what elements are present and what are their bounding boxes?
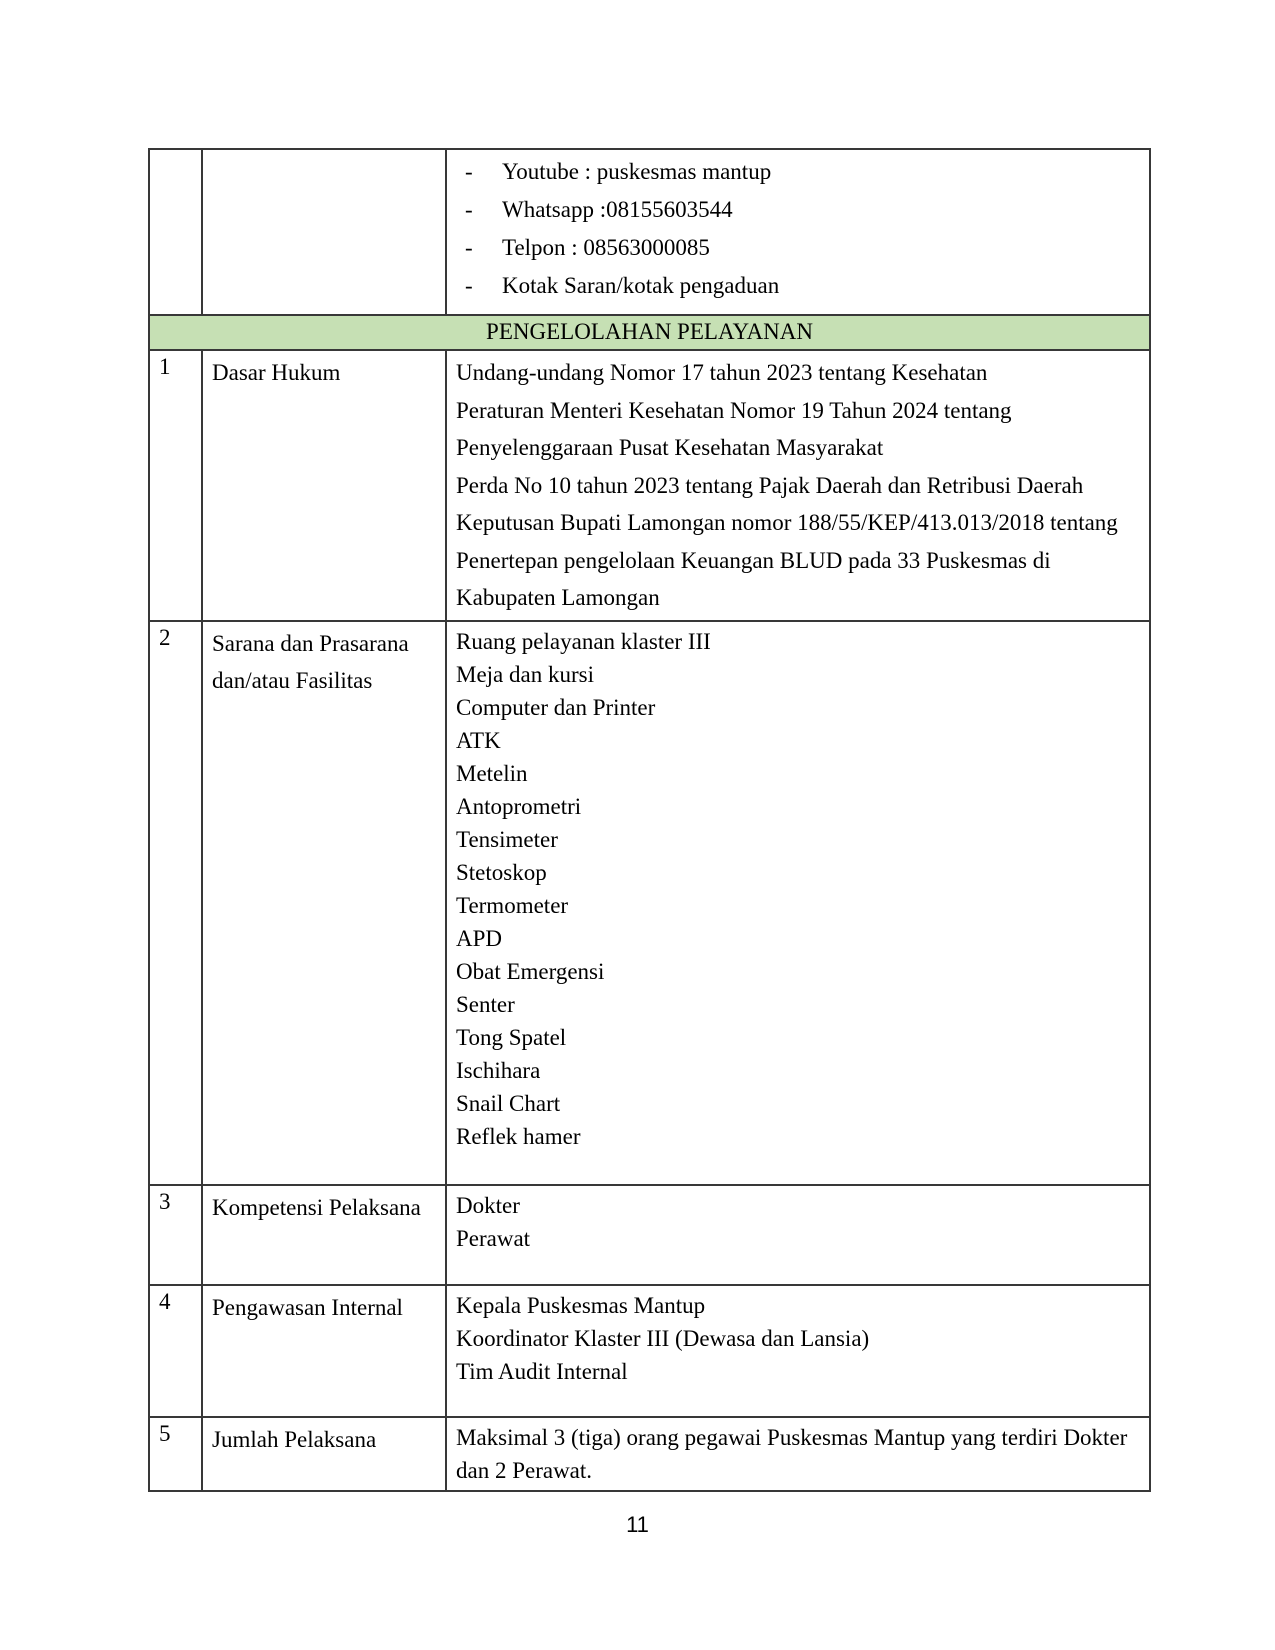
row-number-cell	[149, 1417, 202, 1491]
table-row	[149, 621, 1150, 1185]
row-content-paragraphs	[456, 354, 1141, 617]
row-label-cell	[202, 621, 446, 1185]
row-number-cell	[149, 350, 202, 621]
row-content-cell	[446, 621, 1150, 1185]
content-paragraph: Perawat	[456, 1225, 531, 1251]
row-content-paragraphs	[456, 1189, 1141, 1281]
content-paragraph: Reflek hamer	[456, 1123, 581, 1149]
section-header-row	[149, 315, 1150, 350]
row-label: Dasar Hukum	[212, 360, 341, 385]
row-content-cell	[446, 149, 1150, 315]
row-label-cell	[202, 149, 446, 315]
content-paragraph: Keputusan Bupati Lamongan nomor 188/55/KEP/413.013/2018 tentang Penertepan pengelolaan Keuangan BLUD pada 33 Puskesmas di Kabupaten Lamongan	[456, 510, 1118, 610]
content-paragraph: Undang-undang Nomor 17 tahun 2023 tentang Kesehatan	[456, 360, 988, 385]
content-paragraph: Termometer	[456, 892, 569, 918]
row-number: 2	[159, 624, 171, 650]
content-paragraph: Peraturan Menteri Kesehatan Nomor 19 Tahun 2024 tentang Penyelenggaraan Pusat Kesehatan Masyarakat	[456, 397, 1012, 460]
row-label: Kompetensi Pelaksana	[212, 1194, 421, 1220]
row-number: 3	[159, 1188, 171, 1214]
contact-channel-item: - Telpon : 08563000085	[456, 229, 1141, 267]
content-paragraph: Koordinator Klaster III (Dewasa dan Lansia)	[456, 1325, 870, 1351]
content-paragraph: Kepala Puskesmas Mantup	[456, 1292, 706, 1318]
row-content-paragraphs	[456, 1289, 1141, 1413]
row-label-cell	[202, 1185, 446, 1285]
page-number: 11	[626, 1512, 649, 1537]
table-row	[149, 1285, 1150, 1417]
content-paragraph: Antoprometri	[456, 793, 582, 819]
section-header-title: PENGELOLAHAN PELAYANAN	[486, 319, 813, 344]
contact-channel-list	[456, 153, 1141, 311]
content-paragraph: Meja dan kursi	[456, 661, 594, 687]
row-number: 1	[159, 354, 171, 379]
contact-channel-item: - Whatsapp :08155603544	[456, 191, 1141, 229]
row-label: Jumlah Pelaksana	[212, 1426, 377, 1452]
contact-channel-item: - Kotak Saran/kotak pengaduan	[456, 267, 1141, 305]
service-standard-table	[148, 148, 1151, 1492]
contact-channel-item: - Youtube : puskesmas mantup	[456, 153, 1141, 191]
content-paragraph: Tim Audit Internal	[456, 1358, 628, 1384]
content-paragraph: Metelin	[456, 760, 528, 786]
row-label-cell	[202, 350, 446, 621]
content-paragraph: ATK	[456, 727, 501, 753]
content-paragraph: APD	[456, 925, 503, 951]
table-row	[149, 1417, 1150, 1491]
row-content-cell	[446, 1417, 1150, 1491]
section-header-cell	[149, 315, 1150, 350]
content-paragraph: Obat Emergensi	[456, 958, 605, 984]
row-number-cell	[149, 1285, 202, 1417]
row-label: Sarana dan Prasarana dan/atau Fasilitas	[212, 630, 409, 693]
row-label-cell	[202, 1417, 446, 1491]
content-paragraph: Tong Spatel	[456, 1024, 567, 1050]
content-paragraph: Perda No 10 tahun 2023 tentang Pajak Daerah dan Retribusi Daerah	[456, 472, 1084, 498]
content-paragraph: Stetoskop	[456, 859, 547, 885]
content-paragraph: Dokter	[456, 1192, 520, 1218]
content-paragraph: Maksimal 3 (tiga) orang pegawai Puskesmas Mantup yang terdiri Dokter dan 2 Perawat.	[456, 1424, 1128, 1483]
row-content-paragraphs	[456, 1421, 1141, 1487]
content-paragraph: Ischihara	[456, 1057, 541, 1083]
row-content-paragraphs	[456, 625, 1141, 1181]
content-paragraph: Computer dan Printer	[456, 694, 656, 720]
table-row-contact-continuation	[149, 149, 1150, 315]
row-content-cell	[446, 350, 1150, 621]
content-paragraph: Tensimeter	[456, 826, 558, 852]
content-paragraph: Ruang pelayanan klaster III	[456, 628, 711, 654]
row-content-cell	[446, 1185, 1150, 1285]
row-number: 4	[159, 1288, 171, 1314]
table-row	[149, 350, 1150, 621]
row-number-cell	[149, 1185, 202, 1285]
row-number-cell	[149, 621, 202, 1185]
row-label: Pengawasan Internal	[212, 1294, 403, 1320]
content-paragraph: Snail Chart	[456, 1090, 561, 1116]
table-row	[149, 1185, 1150, 1285]
row-number-cell	[149, 149, 202, 315]
row-number: 5	[159, 1420, 171, 1446]
content-paragraph: Senter	[456, 991, 515, 1017]
row-content-cell	[446, 1285, 1150, 1417]
row-label-cell	[202, 1285, 446, 1417]
